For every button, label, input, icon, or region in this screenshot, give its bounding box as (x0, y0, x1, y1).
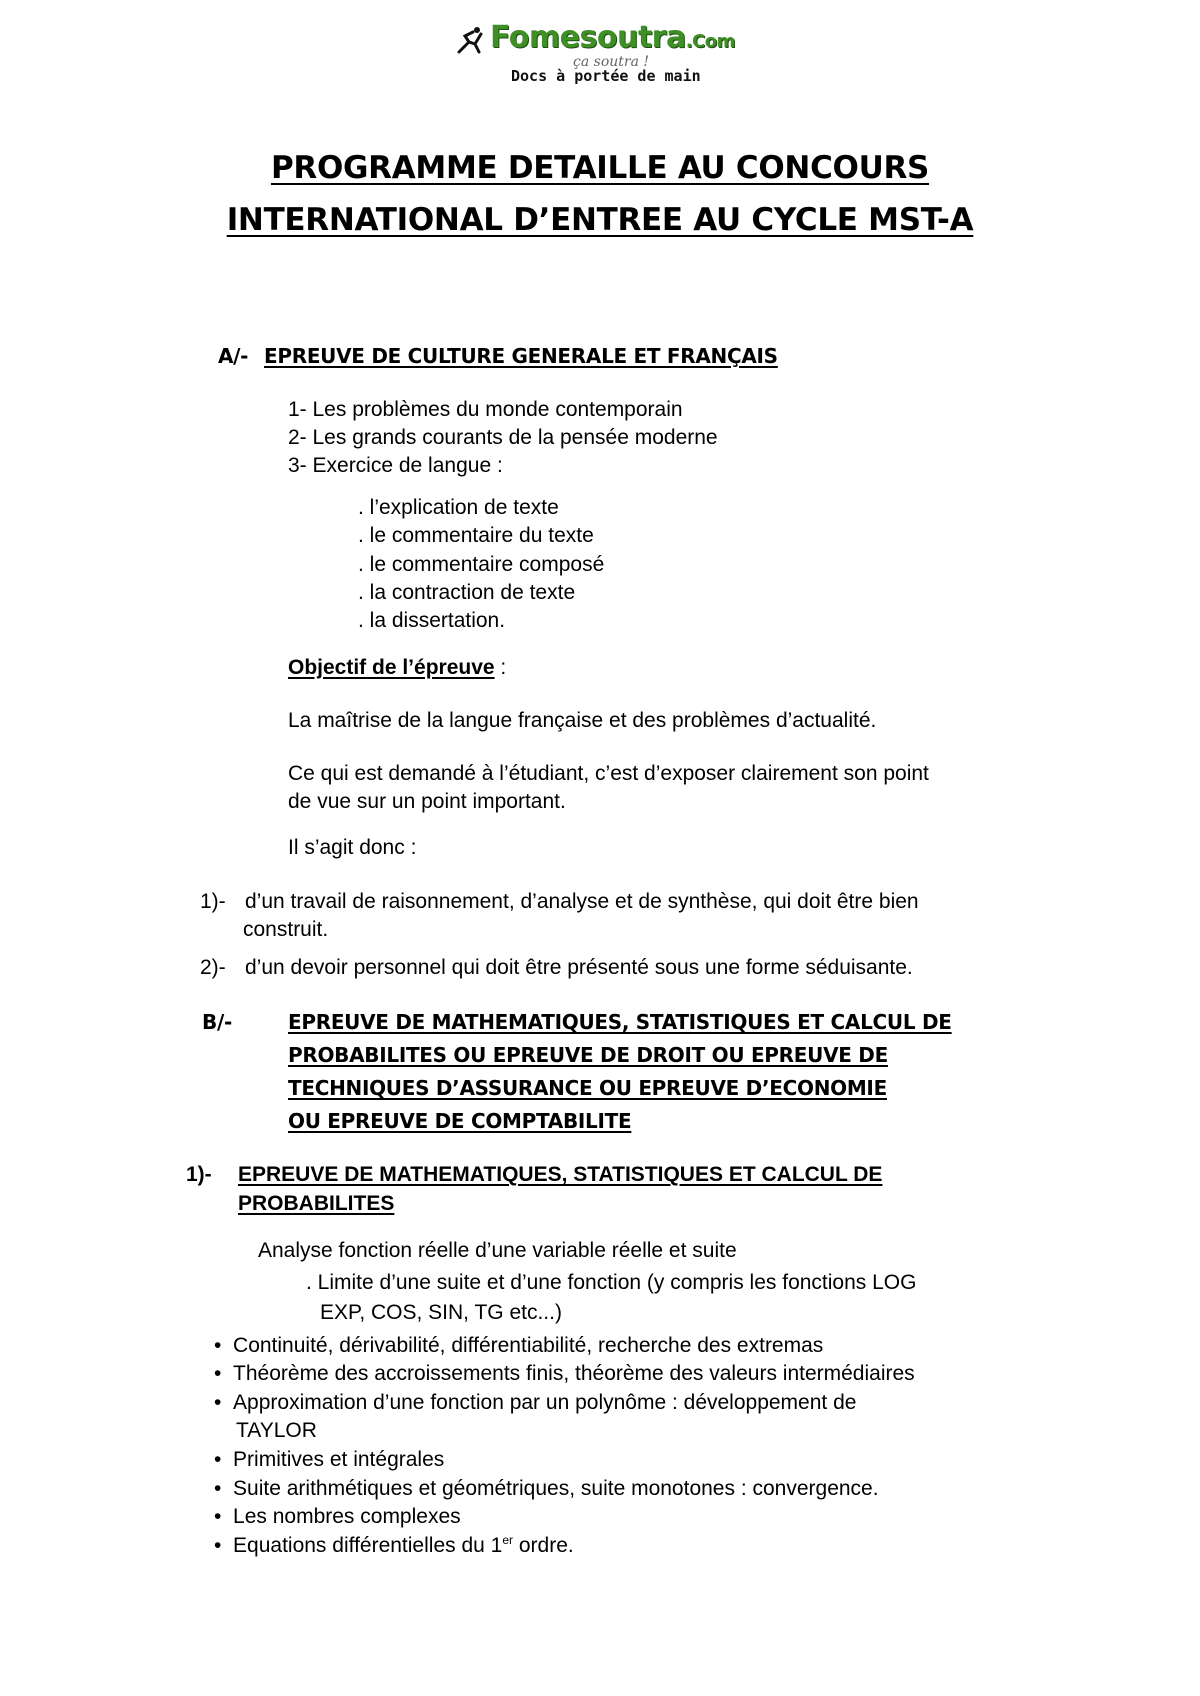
bullet-glyph: • (214, 1534, 222, 1557)
bullet-glyph: • (214, 1448, 222, 1471)
bullet-glyph: • (214, 1505, 222, 1528)
section-b-heading: OU EPREUVE DE COMPTABILITE (288, 1109, 632, 1133)
bullet-text: Approximation d’une fonction par un polynôme : développement de (233, 1391, 857, 1414)
bullet-item (214, 1505, 461, 1529)
runner-icon (455, 26, 491, 56)
paragraph: Analyse fonction réelle d’une variable réelle et suite (258, 1239, 737, 1262)
superscript: er (502, 1533, 514, 1547)
list-item: 3- Exercice de langue : (288, 454, 503, 477)
section-b-heading: EPREUVE DE MATHEMATIQUES, STATISTIQUES ET CALCUL DE (288, 1010, 952, 1034)
bullet-text-end: ordre. (513, 1534, 574, 1557)
sub-list-item: . l’explication de texte (358, 496, 559, 519)
paragraph: La maîtrise de la langue française et des problèmes d’actualité. (288, 709, 877, 732)
subsection-heading: EPREUVE DE MATHEMATIQUES, STATISTIQUES ET CALCUL DE (238, 1163, 883, 1186)
paragraph: de vue sur un point important. (288, 790, 566, 813)
logo-subtitle: Docs à portée de main (511, 67, 701, 85)
sub-list-item: . la dissertation. (358, 609, 506, 632)
sub-list-item: . le commentaire du texte (358, 524, 594, 547)
section-a-heading: EPREUVE DE CULTURE GENERALE ET FRANÇAIS (264, 344, 778, 368)
point-number: 2)- (200, 956, 226, 979)
point-number: 1)- (200, 890, 226, 913)
page-title-line-2: INTERNATIONAL D’ENTREE AU CYCLE MST-A (226, 202, 974, 238)
section-b-marker: B/- (202, 1010, 232, 1034)
bullet-continuation: TAYLOR (236, 1419, 317, 1442)
objective-label: Objectif de l’épreuve (288, 656, 495, 679)
paragraph: EXP, COS, SIN, TG etc...) (320, 1301, 562, 1324)
bullet-item (214, 1533, 574, 1558)
bullet-text: Equations différentielles du 1 (233, 1534, 503, 1557)
bullet-glyph: • (214, 1334, 222, 1357)
bullet-text: Continuité, dérivabilité, différentiabilité, recherche des extremas (233, 1334, 824, 1357)
bullet-text: Suite arithmétiques et géométriques, suite monotones : convergence. (233, 1477, 879, 1500)
paragraph: Ce qui est demandé à l’étudiant, c’est d’exposer clairement son point (288, 762, 929, 785)
subsection-number: 1)- (186, 1163, 212, 1186)
bullet-text: Les nombres complexes (233, 1505, 461, 1528)
bullet-glyph: • (214, 1477, 222, 1500)
bullet-item (214, 1448, 444, 1472)
sub-list-item: . la contraction de texte (358, 581, 576, 604)
bullet-item (214, 1477, 879, 1501)
logo-brand: Fomesoutra.Com (490, 20, 735, 55)
paragraph: . Limite d’une suite et d’une fonction (y compris les fonctions LOG (306, 1271, 917, 1294)
bullet-glyph: • (214, 1362, 222, 1385)
point-text: d’un devoir personnel qui doit être présenté sous une forme séduisante. (245, 956, 913, 979)
bullet-text: Théorème des accroissements finis, théorème des valeurs intermédiaires (233, 1362, 915, 1385)
bullet-item (214, 1362, 915, 1386)
logo-tagline: ça soutra ! (573, 54, 650, 70)
objective-colon: : (494, 656, 507, 679)
section-a-marker: A/- (218, 344, 249, 368)
section-b-heading: PROBABILITES OU EPREUVE DE DROIT OU EPREUVE DE (288, 1043, 888, 1067)
sub-list-item: . le commentaire composé (358, 553, 605, 576)
subsection-heading: PROBABILITES (238, 1192, 395, 1215)
section-b-heading: TECHNIQUES D’ASSURANCE OU EPREUVE D’ECONOMIE (288, 1076, 887, 1100)
site-logo (455, 20, 755, 90)
bullet-item (214, 1391, 856, 1415)
point-text: d’un travail de raisonnement, d’analyse et de synthèse, qui doit être bien (245, 890, 919, 913)
list-item: 1- Les problèmes du monde contemporain (288, 398, 683, 421)
bullet-item (214, 1334, 823, 1358)
bullet-glyph: • (214, 1391, 222, 1414)
page-title-line-1: PROGRAMME DETAILLE AU CONCOURS (270, 150, 930, 186)
bullet-text: Primitives et intégrales (233, 1448, 445, 1471)
paragraph: Il s’agit donc : (288, 836, 417, 859)
logo-dotcom: .Com (685, 31, 735, 52)
point-text: construit. (243, 918, 329, 941)
objective-heading (288, 656, 506, 680)
list-item: 2- Les grands courants de la pensée moderne (288, 426, 718, 449)
